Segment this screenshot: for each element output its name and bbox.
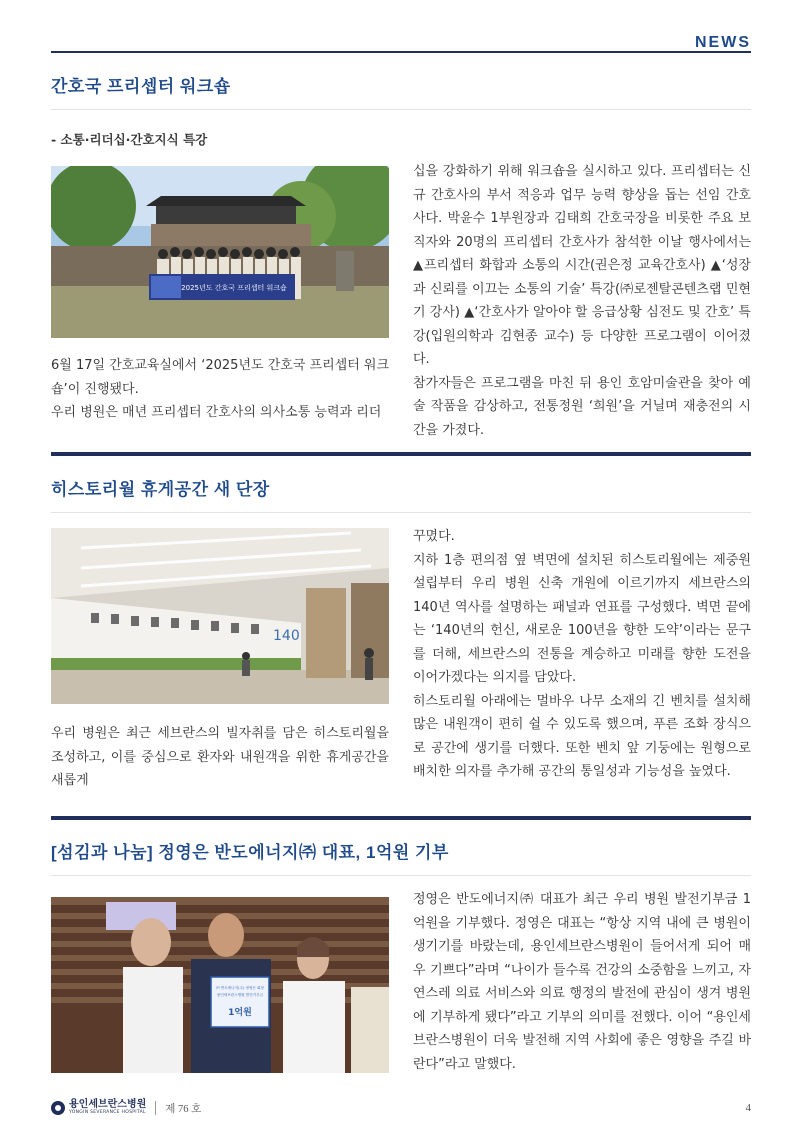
paragraph: 히스토리월 아래에는 멀바우 나무 소재의 긴 벤치를 설치해 많은 내원객이 편히 쉴 수 있도록 했으며, 푸른 조화 장식으로 공간에 생기를 더했다. 또한 벤치 앞 기둥에는 원형으로 배치한 의자를 추가해 공간의 통일성과 기능성을 높였다. [413,693,751,779]
board-line: ㈜ 반도에너지(주) 정영은 회장 [215,986,265,990]
logo-korean: 용인세브란스병원 [69,1099,147,1111]
article-subtitle: - 소통·리더십·간호지식 특강 [51,132,208,147]
news-section-label: NEWS [695,34,751,51]
paragraph: 정영은 반도에너지㈜ 대표가 최근 우리 병원 발전기부금 1억원을 기부했다. 정영은 대표는 “항상 지역 내에 큰 병원이 생기기를 바랐는데, 용인세브란스병원이 들어서게 되어 매우 기쁘다”라며 “나이가 들수록 건강의 소중함을 느끼고, 자연스레 의료 서비스와 의료 행정의 발전에 관심이 생겨 병원에 기부하게 됐다”라고 기부의 의미를 전했다. 이어 “용인세브란스병원이 더욱 발전해 지역 사회에 좋은 영향을 주길 바란다”라고 말했다. [413,892,751,1072]
section-history-wall [51,475,751,500]
section-top-rule [51,816,751,820]
page-footer [51,1099,751,1117]
workshop-group-photo [51,166,389,338]
section-top-rule [51,452,751,456]
hospital-emblem-icon [51,1101,65,1115]
paragraph: 우리 병원은 매년 프리셉터 간호사의 의사소통 능력과 리더 [51,405,382,420]
footer-separator [155,1101,156,1115]
page-number: 4 [745,1102,751,1114]
section-divider [51,109,751,110]
section1-right-text [413,160,751,442]
section-title: 히스토리월 휴게공간 새 단장 [51,480,270,499]
paragraph: 꾸몄다. [413,529,455,544]
header-rule [51,51,751,53]
section-title: [섬김과 나눔] 정영은 반도에너지㈜ 대표, 1억원 기부 [51,843,449,862]
issue-number: 제 76 호 [165,1103,202,1115]
paragraph: 6월 17일 간호교육실에서 ‘2025년도 간호국 프리셉터 워크숍’이 진행됐다. [51,358,389,397]
board-amount: 1억원 [228,1008,252,1018]
section-divider [51,512,751,513]
paragraph: 참가자들은 프로그램을 마친 뒤 용인 호암미술관을 찾아 예술 작품을 감상하고, 전통정원 ‘희원’을 거닐며 재충전의 시간을 가졌다. [413,375,751,438]
donation-ceremony-photo [51,897,389,1073]
board-line: 용인세브란스병원 발전기부금 [216,993,264,997]
section3-right-text [413,888,751,1076]
hospital-logo [51,1100,146,1116]
section2-left-text [51,722,389,793]
paragraph: 우리 병원은 최근 세브란스의 빌자취를 담은 히스토리월을 조성하고, 이를 중심으로 환자와 내원객을 위한 휴게공간을 새롭게 [51,726,389,788]
paragraph: 십을 강화하기 위해 워크숍을 실시하고 있다. 프리셉터는 신규 간호사의 부서 적응과 업무 능력 향상을 돕는 선임 간호사다. 박윤수 1부원장과 김태희 간호국장을 비롯한 주요 보직자와 20명의 프리셉터 간호사가 참석한 이날 행사에서는 ▲프리셉터 화합과 소통의 시간(권은정 교육간호사) ▲‘성장과 신뢰를 이끄는 소통의 기술’ 특강(㈜로젠탈콘텐츠랩 민현기 강사) ▲‘간호사가 알아야 할 응급상황 심전도 및 간호’ 특강(입원의학과 김현종 교수) 등 다양한 프로그램이 이어졌다. [413,164,751,367]
paragraph: 지하 1층 편의점 옆 벽면에 설치된 히스토리월에는 제중원 설립부터 우리 병원 신축 개원에 이르기까지 세브란스의 140년 역사를 설명하는 패널과 연표를 구성했다. 벽면 끝에는 ‘140년의 헌신, 새로운 100년을 향한 도약’이라는 문구를 더해, 세브란스의 전통을 계승하고 미래를 향한 도전을 이어가겠다는 의지를 담았다. [413,552,751,685]
section-title: 간호국 프리셉터 워크숍 [51,77,231,96]
history-wall-photo [51,528,389,704]
photo-banner-text: 2025년도 간호국 프리셉터 워크숍 [181,284,287,292]
section2-right-text [413,525,751,784]
section-preceptor-workshop [51,72,751,97]
section1-left-text [51,354,389,425]
svg-text:140: 140 [273,628,300,644]
section-divider [51,875,751,876]
section-donation [51,838,751,863]
logo-english: YONGIN SEVERANCE HOSPITAL [69,1110,146,1116]
